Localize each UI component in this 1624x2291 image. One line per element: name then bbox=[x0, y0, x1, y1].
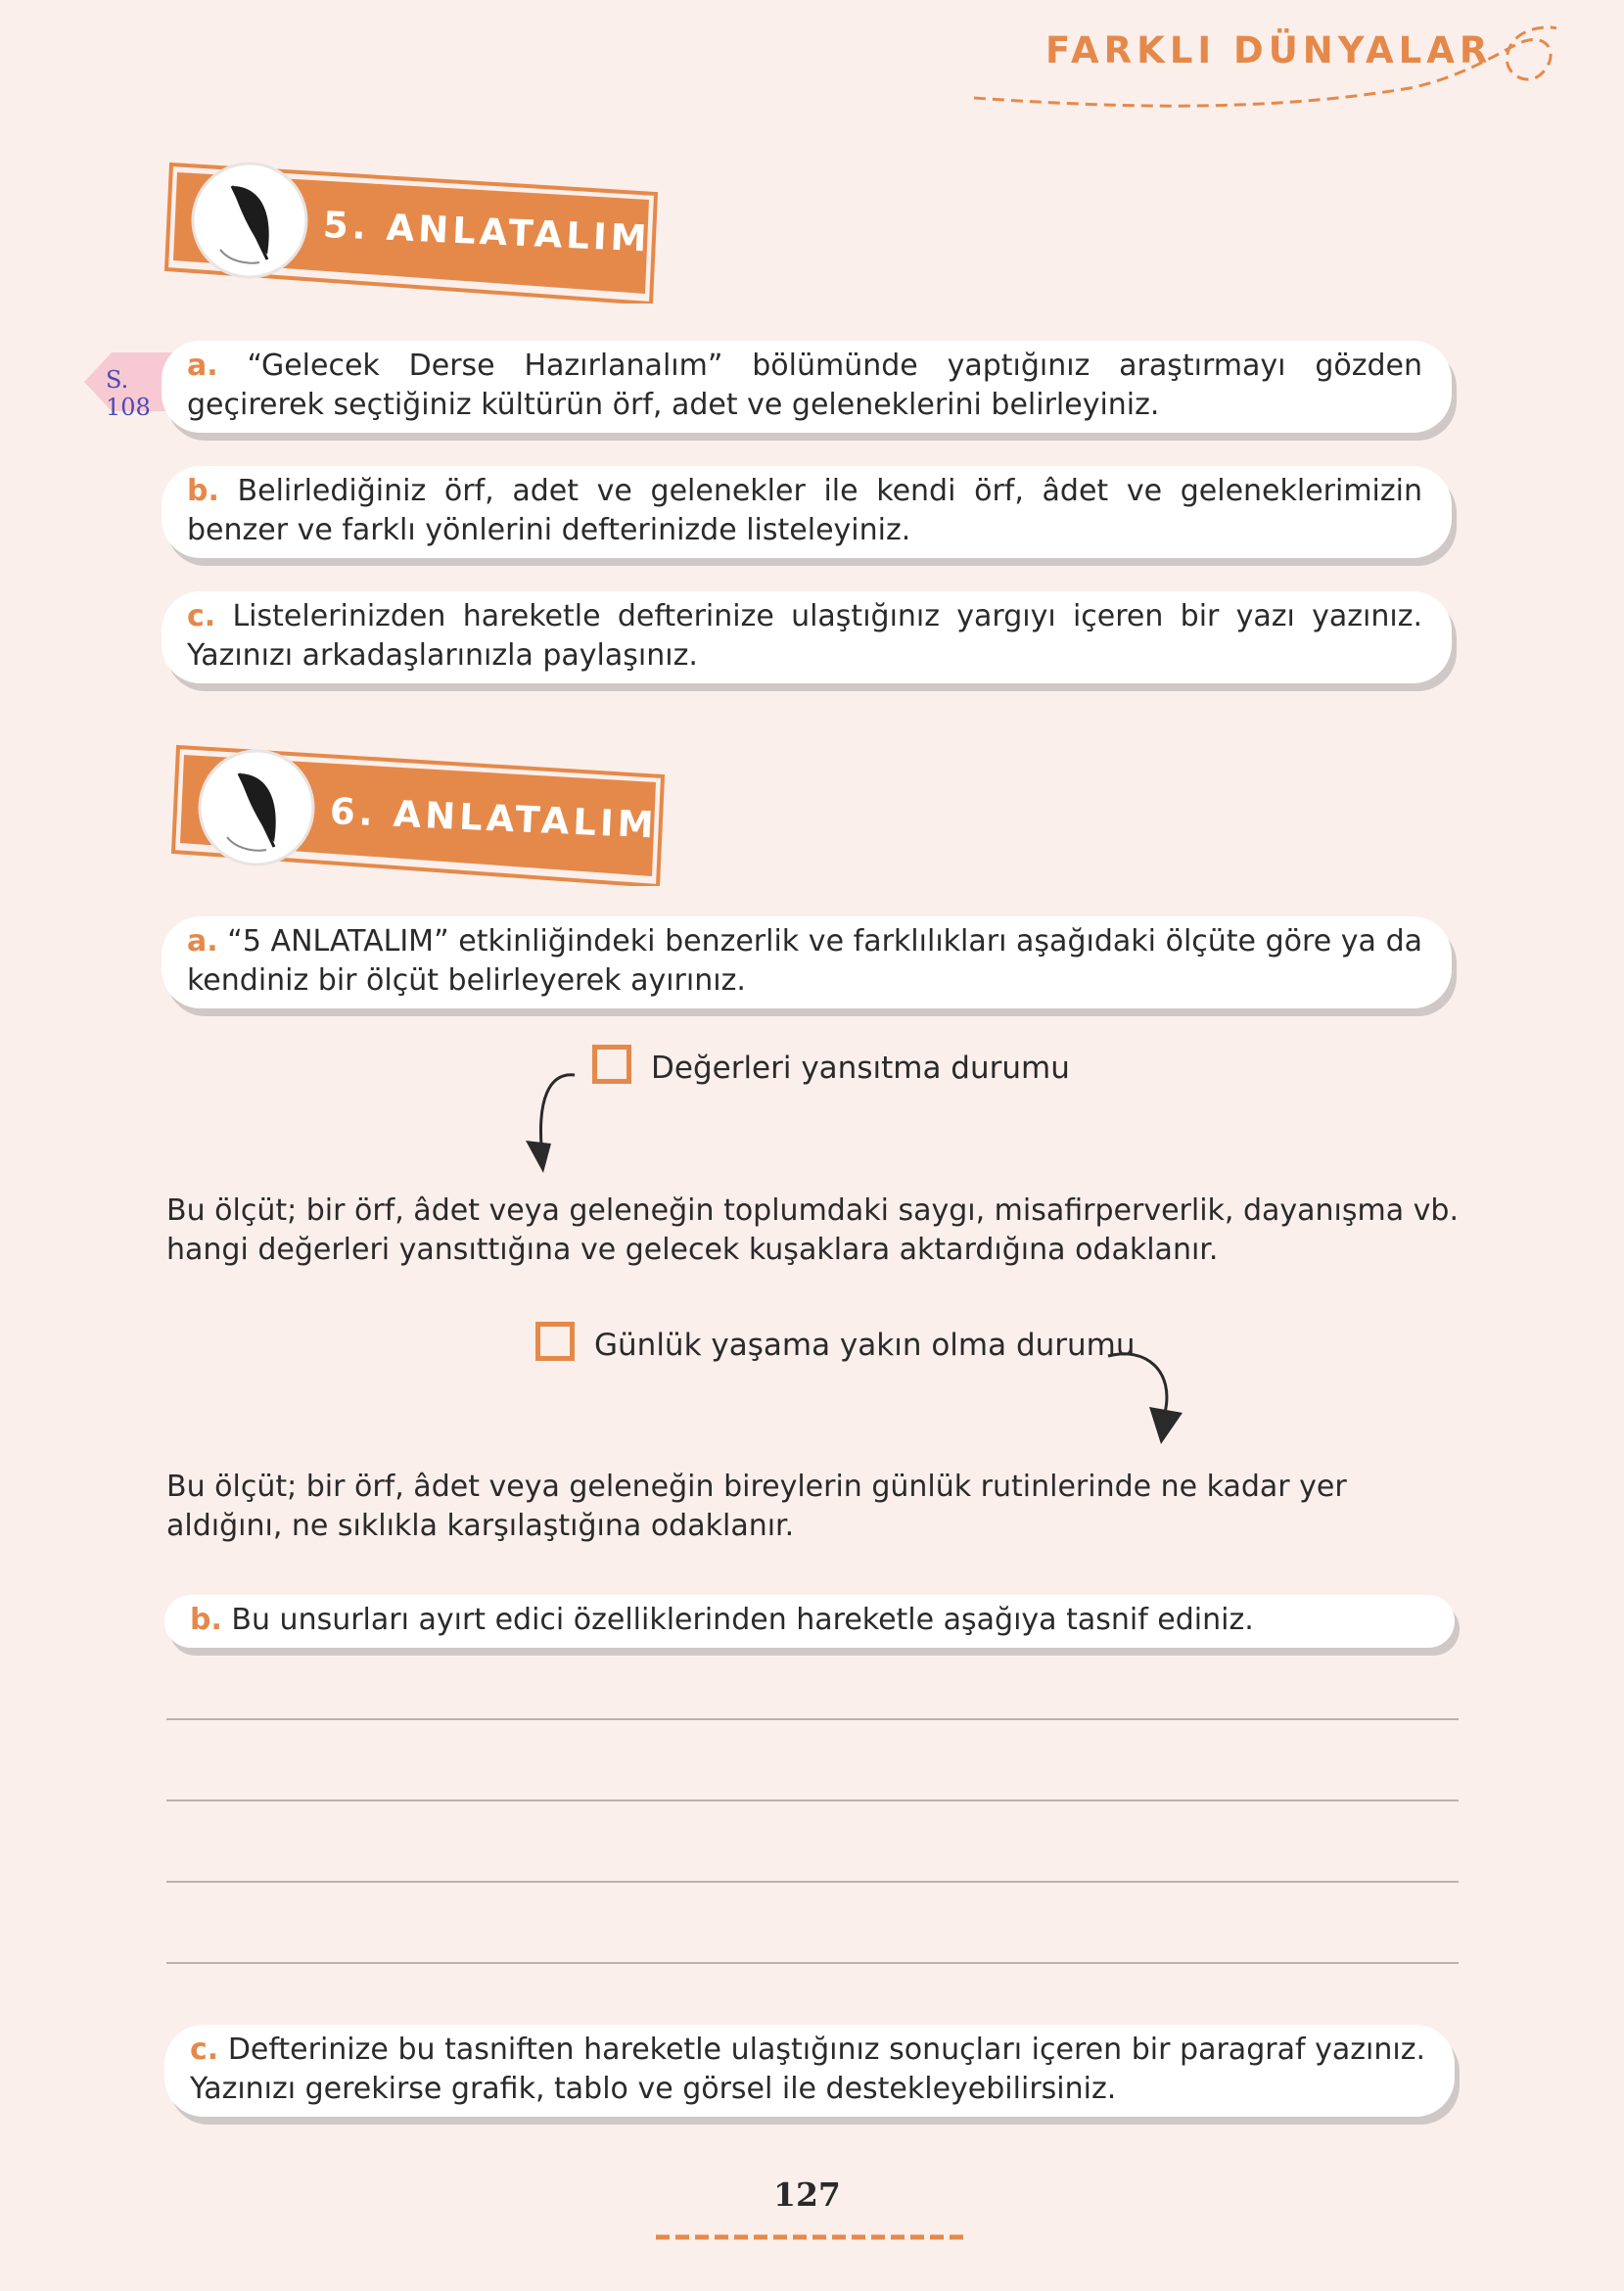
task-letter: a. bbox=[187, 349, 218, 383]
section-5-title: 5. ANLATALIM bbox=[322, 204, 652, 260]
criterion-2-checkbox[interactable] bbox=[535, 1322, 575, 1361]
task-letter: b. bbox=[187, 474, 219, 508]
writing-line[interactable] bbox=[166, 1962, 1459, 1964]
header-title: FARKLI DÜNYALAR bbox=[1045, 29, 1493, 71]
footer-dashed-decoration bbox=[656, 2230, 969, 2244]
task-text: Defterinize bu tasniften hareketle ulaştığınız sonuçları içeren bir paragraf yazınız. Yazınızı gerekirse grafik, tablo ve görsel ile destekleyebilirsiniz. bbox=[190, 2033, 1425, 2106]
task-letter: c. bbox=[190, 2033, 219, 2067]
task-text: Listelerinizden hareketle defterinize ulaştığınız yargıyı içeren bir yazı yazınız. Yazınızı arkadaşlarınızla paylaşınız. bbox=[187, 599, 1422, 673]
task-letter: b. bbox=[190, 1603, 222, 1637]
criterion-1-checkbox[interactable] bbox=[592, 1045, 631, 1084]
writing-line[interactable] bbox=[166, 1718, 1459, 1720]
section-6-banner bbox=[168, 739, 677, 886]
section-6-task-b bbox=[164, 1595, 1455, 1648]
arrow-icon bbox=[1106, 1346, 1194, 1449]
task-letter: a. bbox=[187, 924, 218, 958]
criterion-2-label: Günlük yaşama yakın olma durumu bbox=[594, 1328, 1136, 1363]
task-letter: c. bbox=[187, 599, 216, 633]
dashed-swirl-decoration bbox=[969, 15, 1556, 132]
task-text: Belirlediğiniz örf, adet ve gelenekler ile kendi örf, âdet ve geleneklerimizin benzer ve farklı yönlerini defterinizde listeleyiniz. bbox=[187, 474, 1422, 547]
section-5-banner bbox=[162, 157, 671, 304]
writing-line[interactable] bbox=[166, 1881, 1459, 1883]
section-5-task-c bbox=[162, 591, 1452, 683]
section-5-task-b bbox=[162, 466, 1452, 558]
criterion-1-label: Değerleri yansıtma durumu bbox=[651, 1051, 1070, 1086]
page-number: 127 bbox=[773, 2175, 841, 2214]
section-6-title: 6. ANLATALIM bbox=[329, 790, 659, 847]
page-reference-text: S. 108 bbox=[106, 366, 151, 421]
arrow-icon bbox=[514, 1067, 582, 1180]
criterion-1-description: Bu ölçüt; bir örf, âdet veya geleneğin toplumdaki saygı, misafirperverlik, dayanışma vb. hangi değerleri yansıttığına ve gelecek kuşaklara aktardığına odaklanır. bbox=[166, 1193, 1459, 1267]
writing-line[interactable] bbox=[166, 1800, 1459, 1801]
task-text: “Gelecek Derse Hazırlanalım” bölümünde yaptığınız araştırmayı gözden geçirerek seçtiğiniz kültürün örf, adet ve geleneklerini belirleyiniz. bbox=[187, 349, 1422, 422]
section-5-task-a bbox=[162, 341, 1452, 433]
task-text: “5 ANLATALIM” etkinliğindeki benzerlik ve farklılıkları aşağıdaki ölçüte göre ya da kendiniz bir ölçüt belirleyerek ayırınız. bbox=[187, 924, 1422, 998]
criterion-2-description: Bu ölçüt; bir örf, âdet veya geleneğin bireylerin günlük rutinlerinde ne kadar yer aldığını, ne sıklıkla karşılaştığına odaklanır. bbox=[166, 1470, 1347, 1543]
task-text: Bu unsurları ayırt edici özelliklerinden hareketle aşağıya tasnif ediniz. bbox=[231, 1603, 1254, 1637]
section-6-task-c bbox=[164, 2025, 1455, 2117]
section-6-task-a bbox=[162, 916, 1452, 1008]
